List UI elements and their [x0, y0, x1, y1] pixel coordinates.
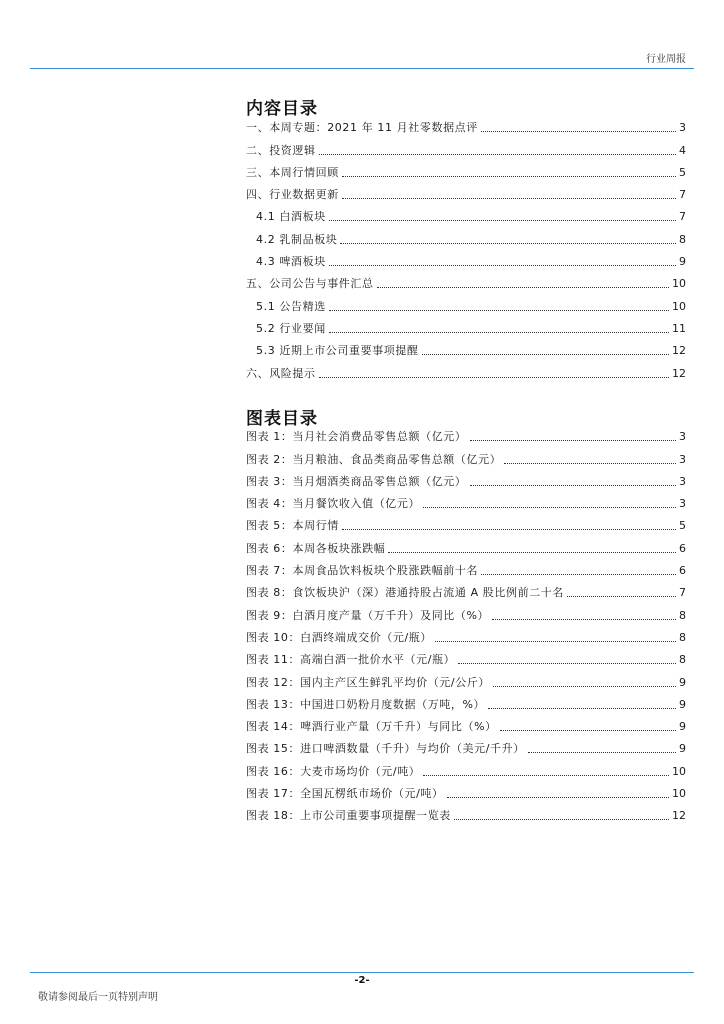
dot-leader: [454, 819, 669, 820]
figure-entry[interactable]: [246, 533, 686, 555]
contents-entry[interactable]: [246, 202, 686, 224]
toc-entry-page: 10: [672, 787, 686, 801]
figure-entry[interactable]: [246, 556, 686, 578]
toc-entry-label: 一、本周专题：2021 年 11 月社零数据点评: [246, 121, 478, 135]
figure-entry[interactable]: [246, 690, 686, 712]
contents-entry[interactable]: [246, 180, 686, 202]
dot-leader: [500, 730, 676, 731]
toc-entry-page: 10: [672, 277, 686, 291]
toc-entry-label: 5.3 近期上市公司重要事项提醒: [256, 344, 419, 358]
dot-leader: [435, 641, 676, 642]
toc-entry-page: 11: [672, 321, 686, 335]
toc-entry-label: 图表 13：中国进口奶粉月度数据（万吨，%）: [246, 697, 486, 711]
dot-leader: [342, 198, 676, 199]
dot-leader: [447, 797, 669, 798]
toc-entry-label: 二、投资逻辑: [246, 143, 316, 157]
toc-entry-page: 5: [679, 519, 686, 533]
figure-entry[interactable]: [246, 578, 686, 600]
toc-entry-label: 图表 3：当月烟酒类商品零售总额（亿元）: [246, 474, 467, 488]
figure-entry[interactable]: [246, 422, 686, 444]
figures-title: 图表目录: [246, 409, 318, 429]
dot-leader: [470, 485, 677, 486]
dot-leader: [481, 574, 676, 575]
contents-entry[interactable]: [246, 291, 686, 313]
dot-leader: [423, 507, 676, 508]
toc-entry-label: 图表 14：啤酒行业产量（万千升）与同比（%）: [246, 720, 497, 734]
toc-entry-page: 6: [679, 564, 686, 578]
toc-entry-label: 图表 12：国内主产区生鲜乳平均价（元/公斤）: [246, 675, 490, 689]
toc-entry-label: 图表 17：全国瓦楞纸市场价（元/吨）: [246, 787, 444, 801]
toc-entry-label: 4.1 白酒板块: [256, 210, 326, 224]
toc-entry-page: 8: [679, 630, 686, 644]
toc-entry-page: 7: [679, 586, 686, 600]
contents-list: [246, 113, 686, 381]
dot-leader: [329, 220, 676, 221]
contents-entry[interactable]: [246, 358, 686, 380]
toc-entry-page: 3: [679, 452, 686, 466]
toc-entry-label: 图表 9：白酒月度产量（万千升）及同比（%）: [246, 608, 490, 622]
toc-entry-page: 9: [679, 720, 686, 734]
figure-entry[interactable]: [246, 600, 686, 622]
figure-entry[interactable]: [246, 756, 686, 778]
dot-leader: [329, 265, 676, 266]
figure-entry[interactable]: [246, 712, 686, 734]
toc-entry-page: 9: [679, 697, 686, 711]
dot-leader: [567, 596, 676, 597]
toc-entry-page: 3: [679, 497, 686, 511]
figure-entry[interactable]: [246, 489, 686, 511]
toc-entry-page: 8: [679, 608, 686, 622]
figures-list: [246, 422, 686, 823]
toc-entry-label: 4.3 啤酒板块: [256, 255, 326, 269]
dot-leader: [423, 775, 669, 776]
figure-entry[interactable]: [246, 734, 686, 756]
dot-leader: [342, 176, 676, 177]
toc-entry-label: 图表 1：当月社会消费品零售总额（亿元）: [246, 430, 467, 444]
toc-entry-label: 图表 11：高端白酒一批价水平（元/瓶）: [246, 653, 456, 667]
dot-leader: [422, 354, 669, 355]
toc-entry-label: 5.1 公告精选: [256, 299, 326, 313]
toc-entry-page: 3: [679, 430, 686, 444]
toc-entry-label: 图表 10：白酒终端成交价（元/瓶）: [246, 630, 432, 644]
dot-leader: [388, 552, 676, 553]
dot-leader: [470, 440, 677, 441]
toc-entry-page: 12: [672, 344, 686, 358]
toc-entry-page: 7: [679, 188, 686, 202]
contents-entry[interactable]: [246, 113, 686, 135]
figure-entry[interactable]: [246, 667, 686, 689]
dot-leader: [342, 529, 676, 530]
toc-entry-page: 6: [679, 541, 686, 555]
toc-entry-page: 3: [679, 474, 686, 488]
figure-entry[interactable]: [246, 467, 686, 489]
dot-leader: [481, 131, 676, 132]
contents-entry[interactable]: [246, 314, 686, 336]
contents-title: 内容目录: [246, 99, 318, 119]
toc-entry-label: 图表 6：本周各板块涨跌幅: [246, 541, 386, 555]
figure-entry[interactable]: [246, 511, 686, 533]
header-divider: [30, 68, 694, 69]
toc-entry-page: 3: [679, 121, 686, 135]
figure-entry[interactable]: [246, 444, 686, 466]
toc-entry-page: 12: [672, 809, 686, 823]
toc-entry-label: 六、风险提示: [246, 366, 316, 380]
dot-leader: [492, 619, 676, 620]
toc-entry-page: 8: [679, 232, 686, 246]
toc-entry-label: 图表 16：大麦市场均价（元/吨）: [246, 764, 421, 778]
dot-leader: [504, 463, 676, 464]
report-type-label: 行业周报: [646, 54, 686, 65]
toc-entry-page: 9: [679, 255, 686, 269]
toc-entry-label: 图表 7：本周食品饮料板块个股涨跌幅前十名: [246, 564, 479, 578]
toc-entry-label: 图表 8：食饮板块沪（深）港通持股占流通 A 股比例前二十名: [246, 586, 565, 600]
page-number: -2-: [354, 975, 370, 986]
toc-entry-page: 9: [679, 742, 686, 756]
disclaimer-note: 敬请参阅最后一页特别声明: [38, 992, 158, 1003]
toc-entry-page: 7: [679, 210, 686, 224]
toc-entry-label: 图表 2：当月粮油、食品类商品零售总额（亿元）: [246, 452, 502, 466]
dot-leader: [488, 708, 676, 709]
toc-entry-label: 三、本周行情回顾: [246, 165, 339, 179]
contents-entry[interactable]: [246, 247, 686, 269]
contents-entry[interactable]: [246, 224, 686, 246]
figure-entry[interactable]: [246, 801, 686, 823]
dot-leader: [377, 287, 669, 288]
dot-leader: [340, 243, 676, 244]
toc-entry-page: 9: [679, 675, 686, 689]
toc-entry-page: 8: [679, 653, 686, 667]
dot-leader: [493, 686, 676, 687]
figure-entry[interactable]: [246, 779, 686, 801]
toc-entry-page: 10: [672, 299, 686, 313]
contents-entry[interactable]: [246, 336, 686, 358]
dot-leader: [319, 154, 676, 155]
contents-entry[interactable]: [246, 158, 686, 180]
dot-leader: [329, 332, 669, 333]
toc-entry-label: 图表 4：当月餐饮收入值（亿元）: [246, 497, 421, 511]
toc-entry-page: 10: [672, 764, 686, 778]
toc-entry-label: 四、行业数据更新: [246, 188, 339, 202]
toc-entry-label: 图表 15：进口啤酒数量（千升）与均价（美元/千升）: [246, 742, 525, 756]
toc-entry-label: 图表 18：上市公司重要事项提醒一览表: [246, 809, 451, 823]
contents-entry[interactable]: [246, 269, 686, 291]
contents-entry[interactable]: [246, 135, 686, 157]
toc-entry-page: 4: [679, 143, 686, 157]
dot-leader: [528, 752, 676, 753]
toc-entry-page: 5: [679, 165, 686, 179]
toc-entry-label: 图表 5：本周行情: [246, 519, 339, 533]
dot-leader: [458, 663, 676, 664]
figure-entry[interactable]: [246, 623, 686, 645]
figure-entry[interactable]: [246, 645, 686, 667]
toc-entry-label: 5.2 行业要闻: [256, 321, 326, 335]
footer-divider: [30, 972, 694, 973]
dot-leader: [329, 310, 669, 311]
dot-leader: [319, 377, 669, 378]
toc-entry-label: 五、公司公告与事件汇总: [246, 277, 374, 291]
toc-entry-label: 4.2 乳制品板块: [256, 232, 338, 246]
toc-entry-page: 12: [672, 366, 686, 380]
